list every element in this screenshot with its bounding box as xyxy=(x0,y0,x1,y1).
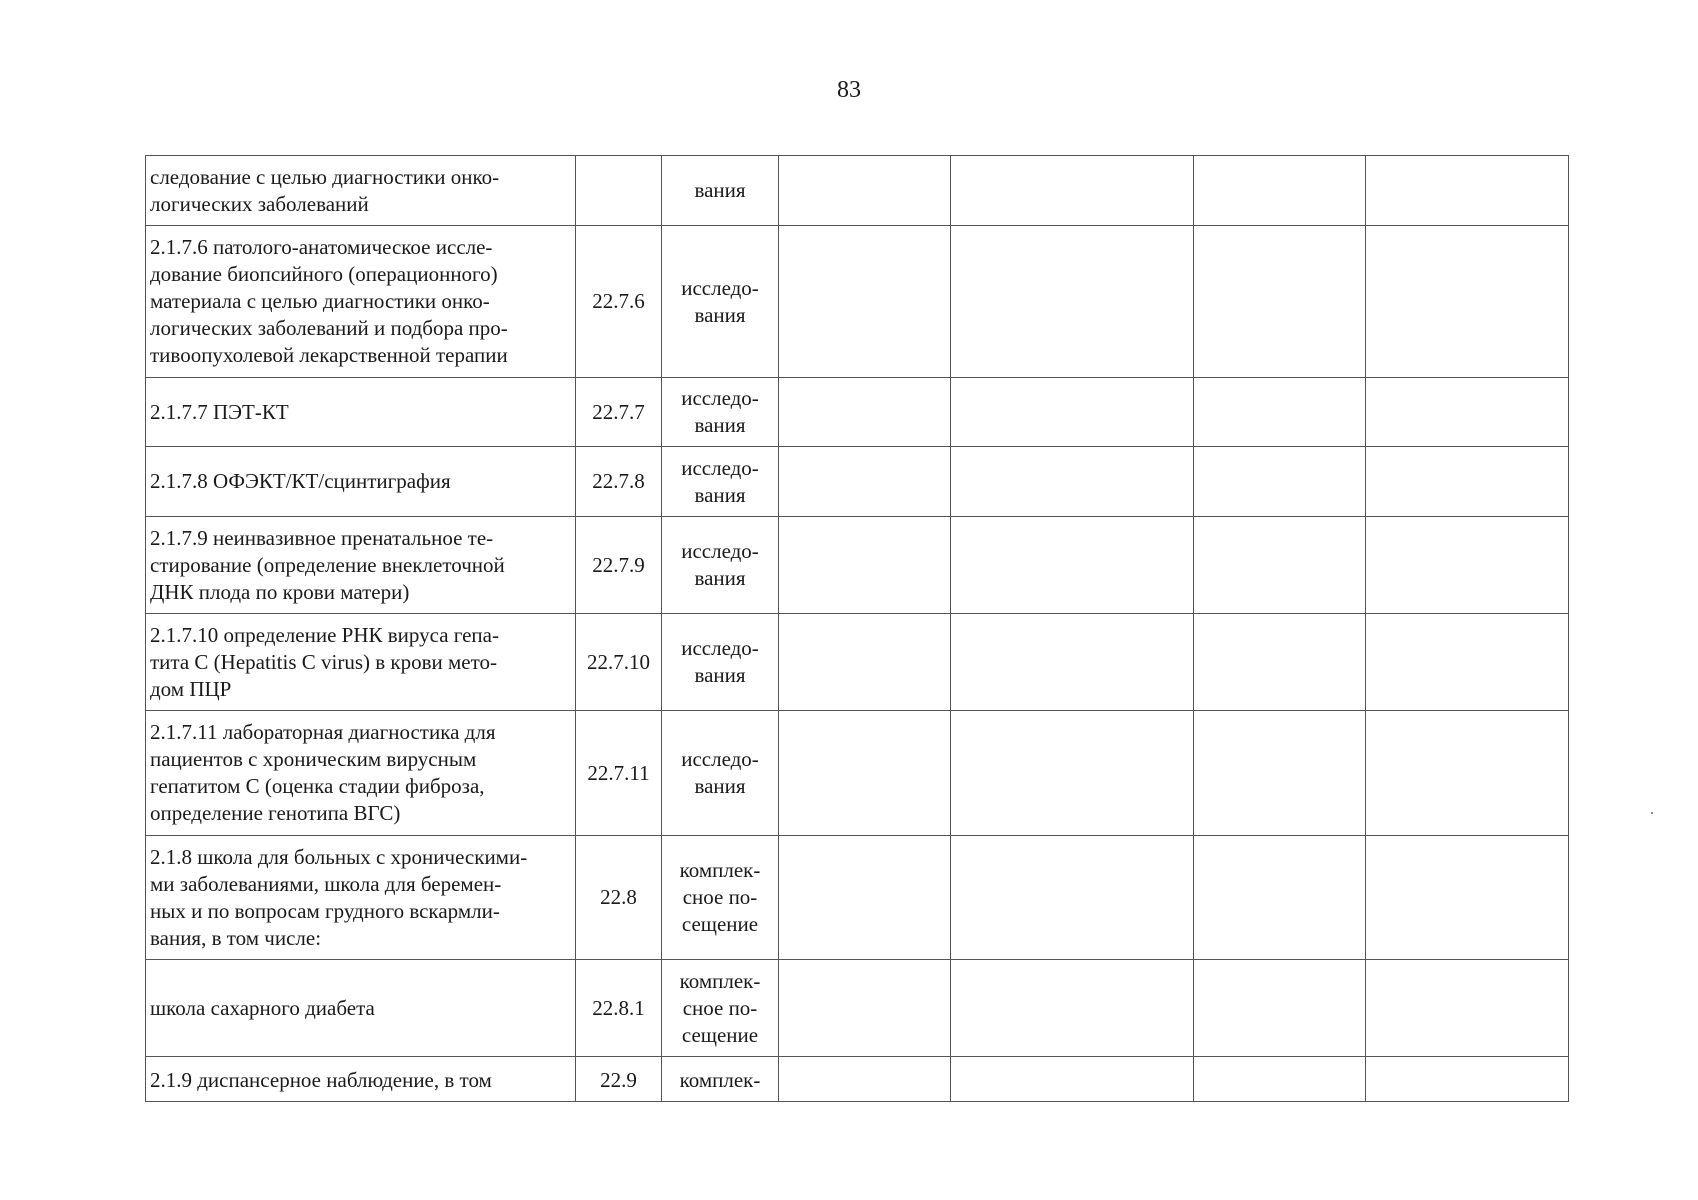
empty-cell xyxy=(951,614,1194,711)
service-name-line: вания, в том числе: xyxy=(150,925,322,950)
empty-cell xyxy=(1194,517,1366,614)
empty-cell xyxy=(779,614,951,711)
empty-cell xyxy=(779,517,951,614)
empty-cell xyxy=(779,226,951,378)
empty-cell xyxy=(1194,614,1366,711)
unit-line: сещение xyxy=(681,912,759,936)
unit-line: сное по- xyxy=(682,995,758,1020)
service-code-cell: 22.7.10 xyxy=(576,614,662,711)
unit-line: исследо- xyxy=(681,386,759,410)
service-code-cell xyxy=(576,156,662,226)
service-name-line: пациентов с хроническим вирусным xyxy=(150,747,477,771)
empty-cell xyxy=(951,711,1194,836)
unit-line: исследо- xyxy=(681,636,759,660)
table-row xyxy=(146,836,1569,960)
service-name-line: определение генотипа ВГС) xyxy=(150,801,401,825)
unit-cell xyxy=(662,1057,779,1102)
empty-cell xyxy=(1194,447,1366,517)
empty-cell xyxy=(951,156,1194,226)
service-name-cell xyxy=(146,1057,576,1102)
empty-cell xyxy=(1366,226,1569,378)
empty-cell xyxy=(1366,1057,1569,1102)
empty-cell xyxy=(779,156,951,226)
unit-cell xyxy=(662,156,779,226)
table-row xyxy=(146,447,1569,517)
empty-cell xyxy=(1366,614,1569,711)
table-row xyxy=(146,378,1569,447)
empty-cell xyxy=(1366,517,1569,614)
service-code-cell: 22.8 xyxy=(576,836,662,960)
service-name-line: тивоопухолевой лекарственной терапии xyxy=(150,343,508,367)
service-name-line: 2.1.7.8 ОФЭКТ/КТ/сцинтиграфия xyxy=(150,469,451,493)
empty-cell xyxy=(1194,1057,1366,1102)
unit-cell xyxy=(662,378,779,447)
service-name-cell xyxy=(146,614,576,711)
empty-cell xyxy=(1366,447,1569,517)
service-name-line: тита С (Hepatitis C virus) в крови мето- xyxy=(150,649,498,674)
table-row xyxy=(146,711,1569,836)
table-row xyxy=(146,517,1569,614)
service-name-line: 2.1.7.10 определение РНК вируса гепа- xyxy=(150,622,499,647)
unit-line: вания xyxy=(694,302,746,327)
empty-cell xyxy=(951,960,1194,1057)
service-name-line: стирование (определение внеклеточной xyxy=(150,552,505,577)
empty-cell xyxy=(951,447,1194,517)
service-name-line: дом ПЦР xyxy=(150,676,232,701)
unit-line: исследо- xyxy=(681,275,759,300)
empty-cell xyxy=(779,447,951,517)
unit-cell xyxy=(662,614,779,711)
service-code-cell: 22.7.8 xyxy=(576,447,662,517)
empty-cell xyxy=(951,226,1194,378)
service-name-line: 2.1.7.9 неинвазивное пренатальное те- xyxy=(150,525,494,550)
unit-line: сещение xyxy=(681,1022,759,1047)
unit-line: комплек- xyxy=(679,968,761,993)
service-name-line: гепатитом С (оценка стадии фиброза, xyxy=(150,774,485,798)
service-name-line: логических заболеваний xyxy=(150,191,369,216)
empty-cell xyxy=(1366,836,1569,960)
service-code-cell: 22.7.9 xyxy=(576,517,662,614)
service-name-line: 2.1.7.6 патолого-анатомическое иссле- xyxy=(150,235,493,259)
empty-cell xyxy=(779,1057,951,1102)
service-name-line: ми заболеваниями, школа для беремен- xyxy=(150,871,502,896)
empty-cell xyxy=(779,378,951,447)
unit-cell xyxy=(662,711,779,836)
empty-cell xyxy=(779,960,951,1057)
empty-cell xyxy=(1194,156,1366,226)
service-name-line: 2.1.7.7 ПЭТ-КТ xyxy=(150,399,289,424)
service-name-line: школа сахарного диабета xyxy=(150,995,375,1020)
empty-cell xyxy=(951,517,1194,614)
page-number: 83 xyxy=(837,77,861,103)
service-name-line: логических заболеваний и подбора про- xyxy=(150,316,508,340)
service-code-cell: 22.7.11 xyxy=(576,711,662,836)
unit-line: комплек- xyxy=(679,1068,761,1092)
table-row xyxy=(146,1057,1569,1102)
empty-cell xyxy=(1194,226,1366,378)
table-row xyxy=(146,614,1569,711)
empty-cell xyxy=(779,836,951,960)
services-table xyxy=(145,155,1569,1102)
unit-line: исследо- xyxy=(681,747,759,771)
service-name-line: материала с целью диагностики онко- xyxy=(150,289,490,313)
empty-cell xyxy=(1194,960,1366,1057)
service-code-cell: 22.8.1 xyxy=(576,960,662,1057)
service-name-cell xyxy=(146,378,576,447)
table-row xyxy=(146,226,1569,378)
unit-cell xyxy=(662,226,779,378)
unit-line: комплек- xyxy=(679,858,761,882)
service-name-line: 2.1.9 диспансерное наблюдение, в том xyxy=(150,1068,492,1092)
empty-cell xyxy=(779,711,951,836)
service-name-line: ДНК плода по крови матери) xyxy=(150,579,410,604)
service-name-cell xyxy=(146,156,576,226)
service-name-cell xyxy=(146,960,576,1057)
service-name-cell xyxy=(146,711,576,836)
service-name-cell xyxy=(146,226,576,378)
empty-cell xyxy=(951,836,1194,960)
empty-cell xyxy=(1366,156,1569,226)
empty-cell xyxy=(1366,378,1569,447)
service-name-cell xyxy=(146,836,576,960)
service-name-line: следование с целью диагностики онко- xyxy=(150,164,500,189)
unit-cell xyxy=(662,517,779,614)
service-code-cell: 22.7.7 xyxy=(576,378,662,447)
empty-cell xyxy=(951,378,1194,447)
unit-line: вания xyxy=(694,178,746,202)
empty-cell xyxy=(1194,378,1366,447)
scan-speck xyxy=(1651,812,1653,814)
service-name-line: ных и по вопросам грудного вскармли- xyxy=(150,898,500,923)
service-code-cell: 22.7.6 xyxy=(576,226,662,378)
unit-line: вания xyxy=(694,482,746,507)
unit-cell xyxy=(662,447,779,517)
unit-line: вания xyxy=(694,663,746,687)
table-row xyxy=(146,156,1569,226)
service-code-cell: 22.9 xyxy=(576,1057,662,1102)
empty-cell xyxy=(1194,836,1366,960)
service-name-cell xyxy=(146,517,576,614)
service-name-cell xyxy=(146,447,576,517)
unit-line: исследо- xyxy=(681,455,759,480)
unit-line: вания xyxy=(694,566,746,590)
service-name-line: 2.1.7.11 лабораторная диагностика для xyxy=(150,720,496,744)
empty-cell xyxy=(1366,960,1569,1057)
empty-cell xyxy=(1194,711,1366,836)
unit-line: вания xyxy=(694,774,746,798)
empty-cell xyxy=(951,1057,1194,1102)
table-row xyxy=(146,960,1569,1057)
unit-line: вания xyxy=(694,413,746,437)
unit-cell xyxy=(662,960,779,1057)
unit-cell xyxy=(662,836,779,960)
service-name-line: дование биопсийного (операционного) xyxy=(150,262,498,286)
unit-line: исследо- xyxy=(681,539,759,563)
service-name-line: 2.1.8 школа для больных с хроническими- xyxy=(150,844,528,869)
unit-line: сное по- xyxy=(682,885,758,909)
empty-cell xyxy=(1366,711,1569,836)
